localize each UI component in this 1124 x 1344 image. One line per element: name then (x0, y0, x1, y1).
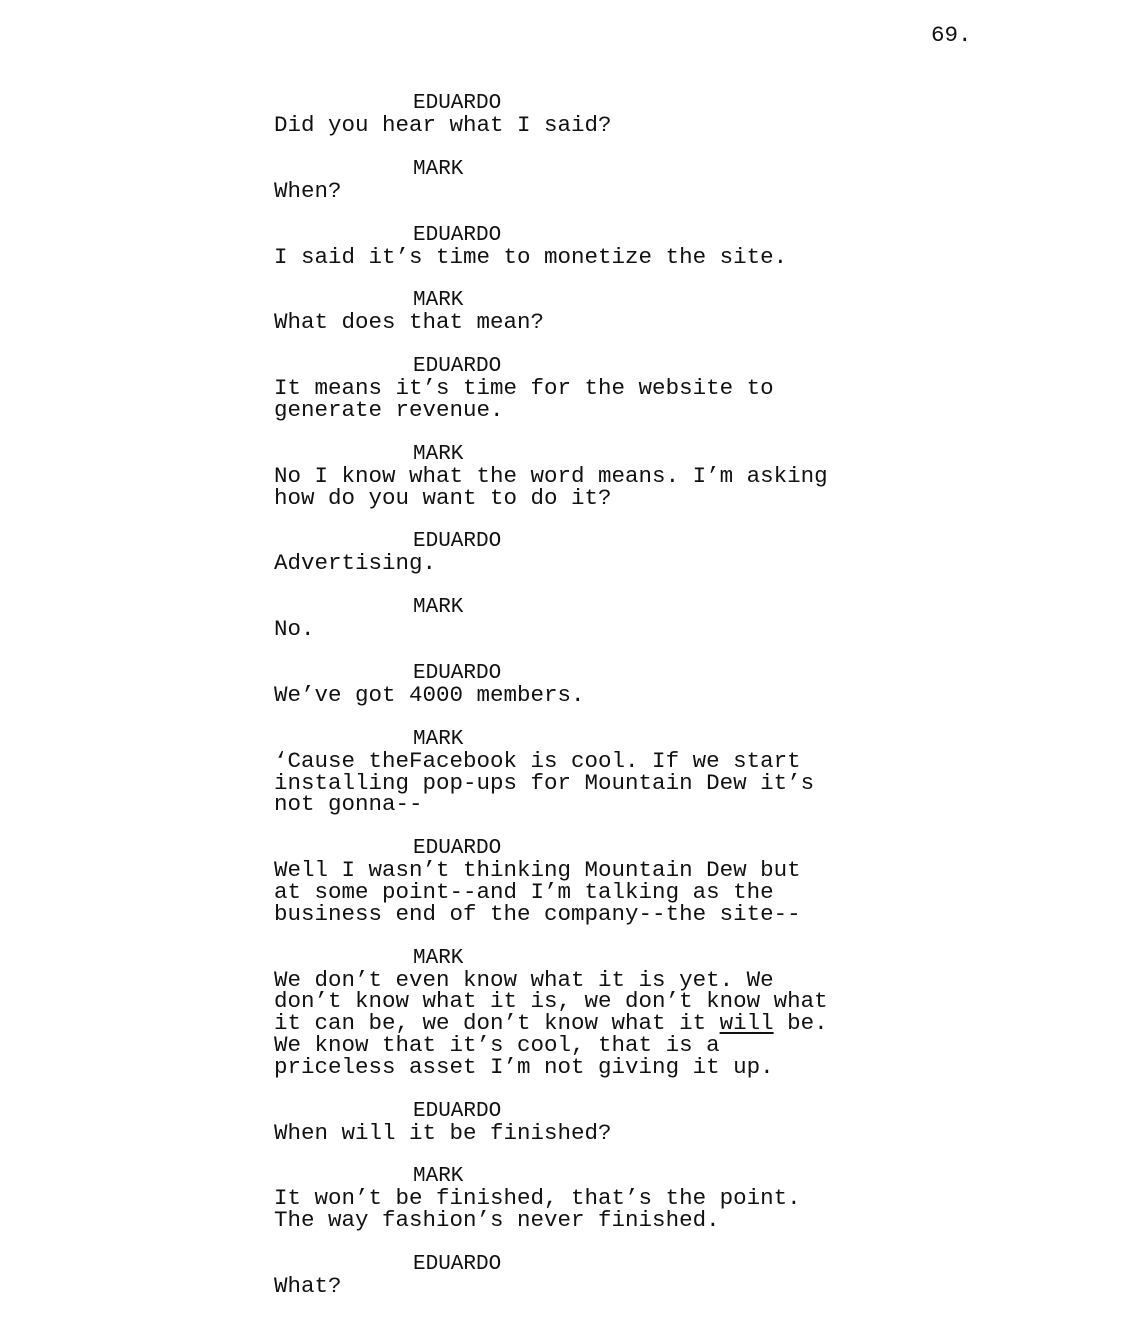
underlined-emphasis: will (719, 1010, 774, 1037)
dialogue-block (274, 290, 874, 334)
dialogue-line: how do you want to do it? (274, 484, 612, 511)
dialogue-block (274, 93, 874, 137)
dialogue-line: business end of the company--the site-- (274, 900, 801, 927)
character-name: MARK (413, 946, 464, 970)
dialogue-line: generate revenue. (274, 396, 504, 423)
character-name: MARK (413, 289, 464, 313)
dialogue-line: We don’t even know what it is yet. We (274, 966, 774, 993)
dialogue-block (274, 838, 874, 925)
character-name: MARK (413, 727, 464, 751)
dialogue-block (274, 225, 874, 269)
dialogue-block (274, 531, 874, 575)
dialogue-line: Advertising. (274, 550, 437, 577)
dialogue-line: ‘Cause theFacebook is cool. If we start (274, 747, 801, 774)
dialogue-line: don’t know what it is, we don’t know what (274, 988, 828, 1015)
dialogue-text: it can be, we don’t know what it (274, 1010, 720, 1037)
dialogue-line: The way fashion’s never finished. (274, 1207, 720, 1234)
dialogue-line: We’ve got 4000 members. (274, 681, 585, 708)
dialogue-line: I said it’s time to monetize the site. (274, 243, 788, 270)
dialogue-block (274, 1254, 874, 1298)
dialogue-block (274, 356, 874, 422)
dialogue-block (274, 729, 874, 816)
dialogue-block (274, 444, 874, 510)
character-name: MARK (413, 157, 464, 181)
dialogue-block (274, 663, 874, 707)
character-name: EDUARDO (413, 355, 502, 379)
dialogue-line: Did you hear what I said? (274, 112, 612, 138)
dialogue-line: not gonna-- (274, 791, 423, 818)
dialogue-line: It means it’s time for the website to (274, 375, 774, 402)
dialogue-line: No. (274, 616, 315, 643)
dialogue-line: When? (274, 177, 342, 204)
character-name: EDUARDO (413, 92, 502, 115)
character-name: EDUARDO (413, 530, 502, 554)
screenplay-dialogue (274, 93, 874, 1320)
character-name: EDUARDO (413, 223, 502, 247)
page-number: 69. (931, 22, 972, 48)
character-name: MARK (413, 442, 464, 466)
dialogue-line: What? (274, 1272, 342, 1299)
dialogue-line: We know that it’s cool, that is a (274, 1031, 720, 1058)
dialogue-line: What does that mean? (274, 309, 545, 336)
character-name: MARK (413, 596, 464, 620)
character-name: EDUARDO (413, 837, 502, 861)
dialogue-block (274, 1101, 874, 1145)
dialogue-line: installing pop-ups for Mountain Dew it’s (274, 769, 815, 796)
dialogue-block (274, 1166, 874, 1232)
character-name: EDUARDO (413, 1099, 502, 1123)
dialogue-line: No I know what the word means. I’m asking (274, 462, 828, 489)
dialogue-block (274, 159, 874, 203)
dialogue-block (274, 948, 874, 1079)
character-name: MARK (413, 1165, 464, 1189)
character-name: EDUARDO (413, 1252, 502, 1276)
dialogue-line: priceless asset I’m not giving it up. (274, 1053, 774, 1080)
dialogue-block (274, 597, 874, 641)
character-name: EDUARDO (413, 661, 502, 685)
dialogue-line: It won’t be finished, that’s the point. (274, 1185, 801, 1212)
dialogue-line: When will it be finished? (274, 1119, 612, 1146)
dialogue-line: at some point--and I’m talking as the (274, 878, 774, 905)
dialogue-text: be. (773, 1010, 828, 1037)
dialogue-line: Well I wasn’t thinking Mountain Dew but (274, 857, 801, 884)
